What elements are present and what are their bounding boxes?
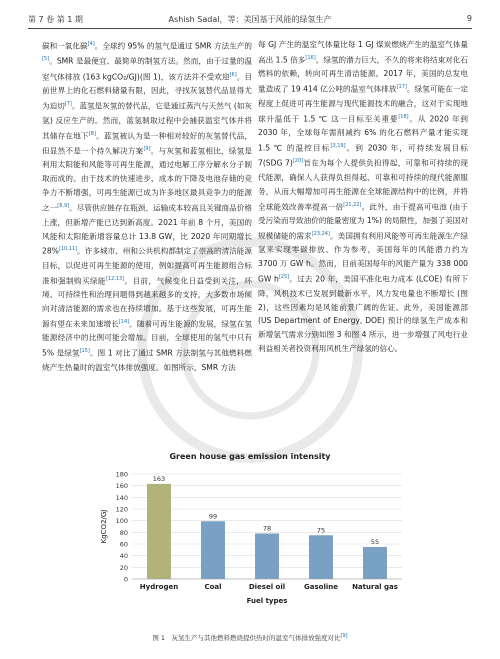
bar-chart [80,452,420,612]
citation-ref[interactable]: [4] [87,41,95,47]
text-segment: 。美国拥有利用风能等可再生能源生产绿氢来实现零碳排放、作为参考，美国每年的风能潜力约为 3700 万 GW h。然而，目前美国每年的风能产量为 338 000 GW h [258,231,469,284]
citation-ref[interactable]: [25] [278,274,290,281]
bar-value-label: 163 [152,474,166,483]
page-number: 9 [466,14,472,23]
x-tick-label: Hydrogen [139,583,179,591]
bar-coal [201,521,225,579]
bar-value-label: 99 [208,512,218,521]
citation-ref[interactable]: [12,13] [105,275,125,282]
citation-ref[interactable]: [14] [118,319,130,325]
y-tick-label: 0 [123,575,128,584]
citation-ref[interactable]: [5] [42,56,50,63]
figure-caption-text: 图 1 灰氢生产与其他燃料燃烧提供热时的温室气体排放强度对比 [152,634,341,643]
bar-value-label: 55 [370,537,380,546]
bar-diesel-oil [255,534,279,580]
x-axis-label: Fuel types [246,597,288,605]
text-segment: 。随着可再生能源的发展，绿氢在氢能源经济中的比例可能会增加。目前，全球使用的氢气中只有 5% 是绿氢 [42,319,253,358]
text-segment: (图 1)，该方法并不受欢迎 [139,72,230,82]
y-tick-label: 140 [115,493,128,502]
y-tick-label: 80 [119,528,128,537]
article-running-title: Ashish Sadal，等：美国基于风能的绿氢生产 [168,15,332,24]
citation-ref[interactable]: [8] [88,130,96,137]
bar-value-label: 75 [316,526,326,535]
y-tick-label: 160 [115,482,128,491]
text-segment: 。蓝氢被认为是一种相对较好的灰氢替代品，但显然不是一个持久解决方案 [42,131,253,156]
citation-ref[interactable]: [20] [292,158,304,165]
citation-ref[interactable]: [21,22] [343,201,362,208]
text-segment: 。到 2030 年，可持续发展目标 7(SDG 7) [258,143,469,168]
citation-ref[interactable]: [9] [143,146,151,152]
right-column-paragraph [258,38,468,356]
y-tick-label: 20 [119,563,128,572]
text-segment: 。此外，由于提高可电池 (由于受污染而导致油价的能量密度为 1%) 的局限性，加强了美国对规模储能的需求 [258,202,469,241]
running-header [28,14,472,29]
citation-ref[interactable]: [7] [64,101,72,108]
text-segment: 。尽管供应链存在瓶颈、运输成本较高且关键商品价格上涨，但新增产能已达到新高度。2021 年前 8 个月，美国的风能和太阳能新增容量总计 13.8 GW，比 2020 年同期增长 28% [42,203,253,256]
journal-volume: 第 7 卷 第 1 期 [28,15,83,24]
text-segment: 。从 2020 年到 2030 年，全球每年需削减约 6% 的化石燃料产量才能实现 1.5 ℃ 的温控目标 [258,114,468,153]
text-segment: 。蓝氢是灰氢的替代品，它是通过蒸汽与天然气 (如灰氢) 反应生产的。然而，蓝氢制取过程中会捕获温室气体并将其储存在地下 [42,101,253,141]
bar-gasoline [309,535,333,579]
x-tick-label: Coal [204,583,222,591]
figure-caption-ref: [9] [340,633,348,639]
text-segment: 。 [315,55,324,65]
text-segment: 。全球约 95% 的氢气是通过 SMR 方法生产的 [94,41,252,51]
citation-ref[interactable]: [3,19] [330,142,346,149]
x-tick-label: Natural gas [352,583,398,591]
x-tick-label: Gasoline [304,583,338,591]
chart-title: Green house gas emission intensity [169,452,331,461]
text-segment: 每 GJ 产生的温室气体量比每 1 GJ 煤炭燃烧产生的温室气体量高出 1.5 倍多 [258,40,468,65]
text-segment: 。过去 20 年，美国平准化电力成本 (LCOE) 有所下降，风机技术已发展到最新水平，风力发电量也不断增长 (图 2)，这些因素均是风能前景广阔的佐证。此外，美国能源部 (US Department of Energy, DOE) 预计的绿氢生产成本和新增氢气需求分别如图 3 和图 4 所示，进一步增强了风电行业利益相关者投资利用风机生产绿氢的信心。 [258,274,468,354]
y-axis-label: KgCO2/GJ [100,509,108,544]
citation-ref[interactable]: [23,24] [311,230,330,237]
y-tick-label: 100 [115,517,128,526]
citation-ref[interactable]: [16] [305,54,316,61]
citation-ref[interactable]: [8,9] [57,203,70,210]
left-column-paragraph [42,38,252,375]
text-segment: 。目前世界上的化石燃料储量有限，因此，寻找灰氢替代品显得尤为迫切 [42,72,252,111]
citation-ref[interactable]: [10,11] [58,246,78,253]
y-tick-label: 60 [119,540,128,549]
citation-ref[interactable]: [17] [396,84,407,91]
text-segment: 。图 1 对比了通过 SMR 方法制氢与其他燃料燃烧产生热量时的温室气体排放强度。如图所示，SMR 方法 [42,348,252,372]
text-segment: 。与灰氢和蓝氢相比，绿氢是利用太阳能和风能等可再生能源，通过电解工序分解水分子制取而成的。由于技术的快速进步、成本的下降及电池存储的竞争力不断增强，可再生能源已成为许多地区最具竞争力的能源之一 [42,146,252,213]
text-segment: 碳和一氧化碳 [42,41,88,51]
text-segment: 。许多城市、州和公共机构都制定了崇高的清洁能源目标，以促进可再生能源的使用，例如提高可再生能源组合标准和强制购买绿能 [42,246,252,286]
text-segment: 。目前，气候变化日益受到关注，环境、可持续性和治理问题得到越来越多的支持，大多数市场倾向对清洁能源的需求也在持续增加。基于这些发展，可再生能源有望在未来加速增长 [42,276,253,329]
y-tick-label: 120 [115,505,128,514]
citation-ref[interactable]: [18] [398,113,409,120]
figure-1 [80,452,420,612]
citation-ref[interactable]: [6] [229,71,237,78]
y-tick-label: 180 [115,470,128,479]
bar-value-label: 78 [262,524,272,533]
y-tick-label: 40 [119,552,128,561]
left-text-column [42,38,252,450]
x-tick-label: Diesel oil [248,583,286,591]
text-segment: 。绿氢可能在一定程度上促进可再生能源与现代能源技术的融合，这对于实现地球升温低于 1.5 ℃ 这一目标至关重要 [258,84,468,124]
citation-ref[interactable]: [15] [79,348,90,355]
bar-hydrogen [147,484,171,579]
figure-caption [0,633,500,642]
bar-natural-gas [363,547,387,579]
right-text-column [258,38,468,450]
text-segment: 绿氢的潜力巨大，不久的将来将结束对化石燃料的依赖，转向可再生清洁能源。2017 年，美国的总发电量造成了 19 414 亿公吨的温室气体排放 [258,55,469,94]
text-segment: 。SMR 是最便宜、最简单的制氢方法。然而，由于过量的温室气体排放 (163 kgCO₂/GJ) [42,56,252,82]
text-segment: 旨在为每个人提供负担得起、可靠和可持续的现代能源，确保人人获得负担得起、可靠和可持续的现代能源服务，从而大幅增加可再生能源在全球能源结构中的比例，并将全球能效改善率提高一倍 [258,158,469,212]
